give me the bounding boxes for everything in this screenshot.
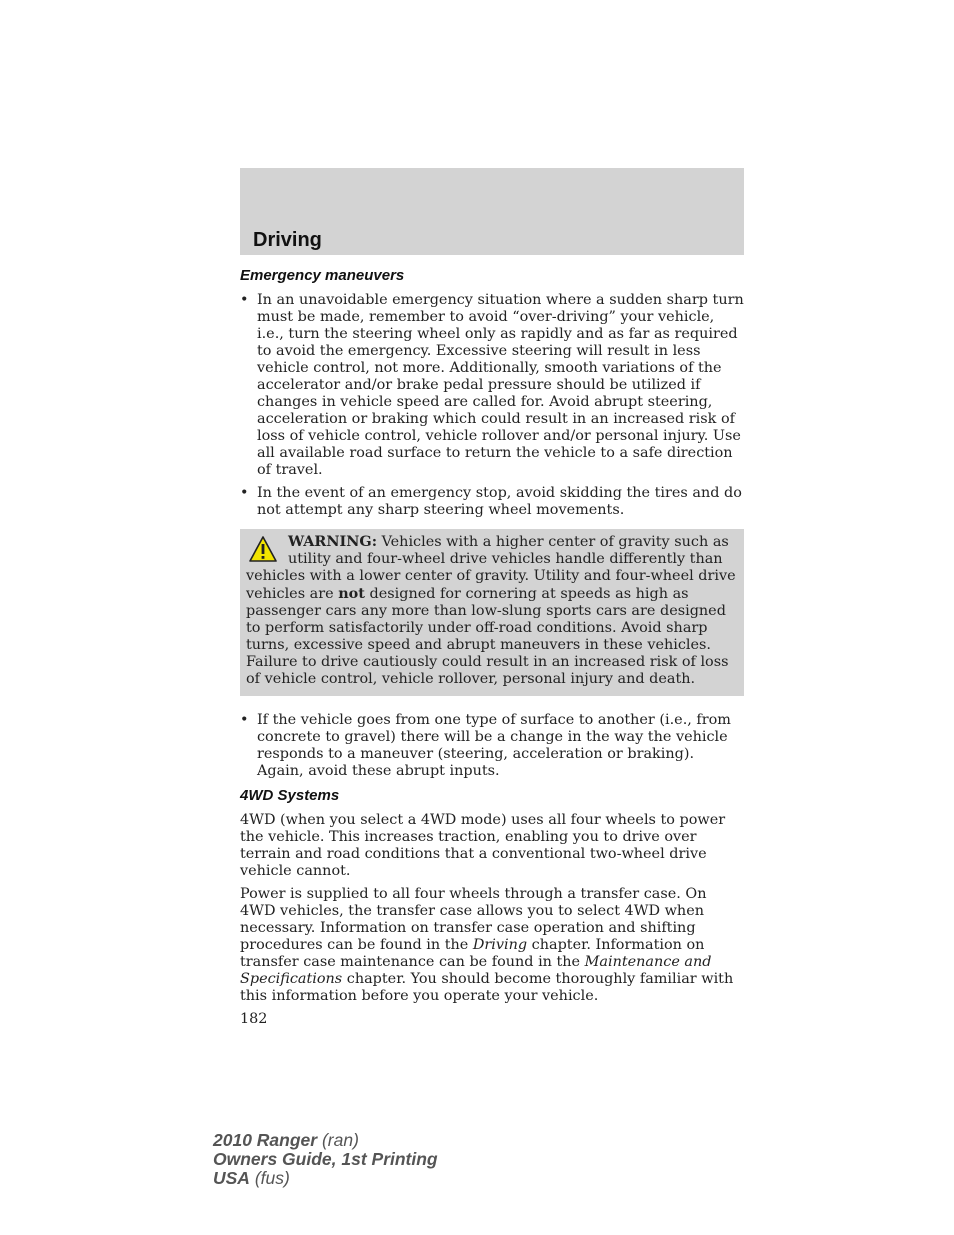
- paragraph: 4WD (when you select a 4WD mode) uses all four wheels to power the vehicle. This increases traction, enabling you to drive over terrain and road conditions that a conventional two-wheel drive vehicle cannot.: [240, 812, 726, 879]
- footer-line: [213, 1150, 438, 1169]
- section-heading-emergency: Emergency maneuvers: [240, 267, 405, 284]
- paragraph: [240, 886, 744, 1005]
- bullet-marker: •: [240, 292, 249, 308]
- chapter-title: Driving: [253, 229, 322, 251]
- bullet-marker: •: [240, 485, 249, 501]
- bullet-text: If the vehicle goes from one type of surface to another (i.e., from concrete to gravel) there will be a change in the way the vehicle responds to a maneuver (steering, acceleration or braking). Again, avoid these abrupt inputs.: [257, 712, 731, 779]
- footer-edition: Owners Guide, 1st Printing: [213, 1149, 438, 1169]
- chapter-reference: Maintenance and Specifications: [240, 954, 712, 987]
- chapter-header-band: [240, 168, 744, 255]
- warning-emphasis: not: [338, 585, 365, 602]
- section-heading-4wd: 4WD Systems: [240, 787, 340, 804]
- footer-line: [213, 1169, 438, 1188]
- page-content: [240, 266, 744, 1028]
- warning-text: designed for cornering at speeds as high as passenger cars any more than low-slung sports cars are designed to perform satisfactorily under off-road conditions. Avoid sharp turns, excessive speed and abrupt maneuvers in these vehicles. Failure to drive cautiously could result in an increased risk of loss of vehicle control, vehicle rollover, personal injury and death.: [246, 586, 729, 687]
- footer-market: USA: [213, 1168, 250, 1188]
- footer-code: (fus): [249, 1168, 290, 1188]
- paragraph-text: chapter. You should become thoroughly familiar with this information before you operate your vehicle.: [240, 971, 734, 1004]
- paragraph-text: Power is supplied to all four wheels through a transfer case. On 4WD vehicles, the transfer case allows you to select 4WD when necessary. Information on transfer case operation and shifting procedures can be found in the: [240, 886, 707, 953]
- bullet-item: [240, 292, 744, 479]
- warning-box: [240, 529, 744, 696]
- chapter-reference: Driving: [472, 937, 528, 953]
- footer-model: 2010 Ranger: [213, 1130, 318, 1150]
- warning-label: WARNING:: [288, 533, 378, 550]
- footer-code: (ran): [317, 1130, 359, 1150]
- warning-triangle-icon: [248, 535, 278, 563]
- page-number: 182: [240, 1011, 268, 1027]
- bullet-text: In an unavoidable emergency situation where a sudden sharp turn must be made, remember to avoid “over-driving” your vehicle, i.e., turn the steering wheel only as rapidly and as far as required to avoid the emergency. Excessive steering will result in less vehicle control, not more. Additionally, smooth variations of the accelerator and/or brake pedal pressure should be utilized if changes in vehicle speed are called for. Avoid abrupt steering, acceleration or braking which could result in an increased risk of loss of vehicle control, vehicle rollover and/or personal injury. Use all available road surface to return the vehicle to a safe direction of travel.: [257, 292, 744, 478]
- document-footer: [213, 1131, 438, 1188]
- footer-line: [213, 1131, 438, 1150]
- bullet-item: [240, 485, 744, 519]
- bullet-item: [240, 712, 744, 780]
- paragraph-text: chapter. Information on transfer case maintenance can be found in the: [240, 937, 705, 970]
- bullet-text: In the event of an emergency stop, avoid skidding the tires and do not attempt any sharp steering wheel movements.: [257, 485, 742, 518]
- warning-text: Vehicles with a higher center of gravity such as utility and four-wheel drive vehicles handle differently than vehicles with a lower center of gravity. Utility and four-wheel drive vehicles are: [246, 534, 736, 602]
- bullet-marker: •: [240, 712, 249, 728]
